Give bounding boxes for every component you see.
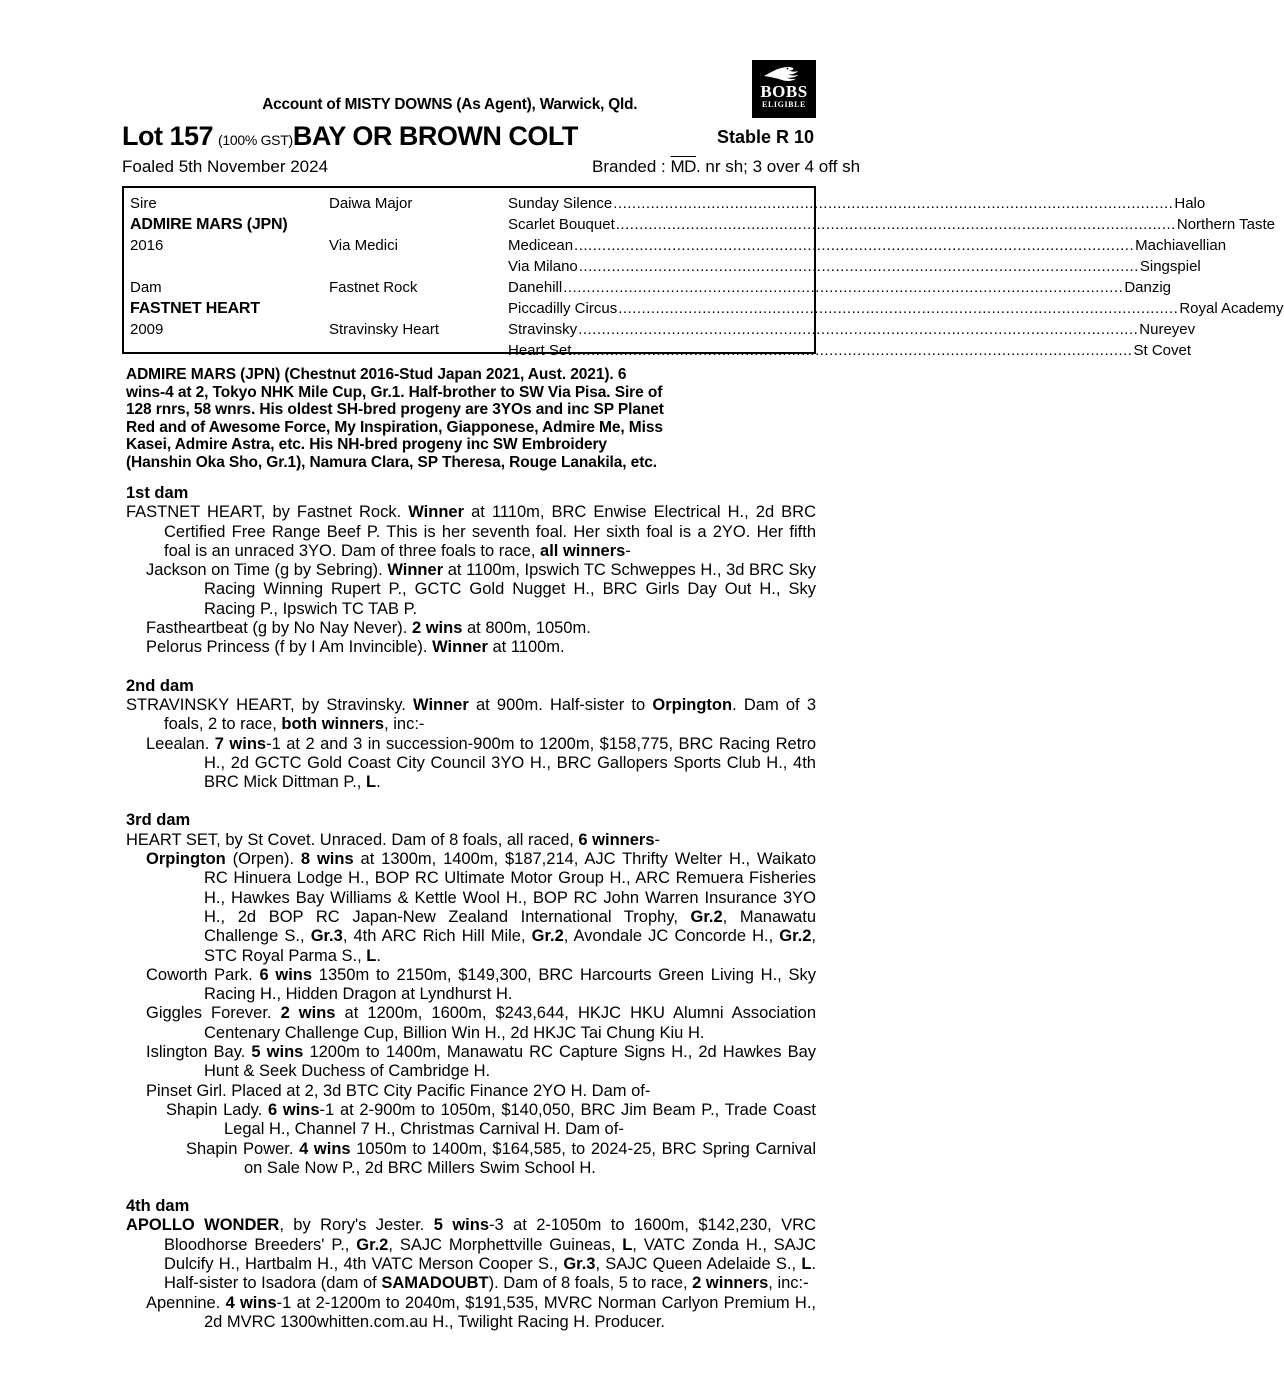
leader-dots: ........................................................................................................................ — [613, 195, 1174, 212]
section-spacer — [126, 792, 816, 811]
pedigree-third-gen-row — [508, 256, 1201, 277]
pedigree-third-gen-row — [508, 319, 1196, 340]
sire-summary-line: wins-4 at 2, Tokyo NHK Mile Cup, Gr.1. Half-brother to SW Via Pisa. Sire of — [126, 383, 663, 401]
third-gen-dam: Singspiel — [1139, 258, 1201, 275]
third-gen-dam: Royal Academy — [1179, 300, 1284, 317]
dam-section-heading: 2nd dam — [126, 676, 194, 695]
pedigree-entry: Giggles Forever. 2 wins at 1200m, 1600m, $243,644, HKJC HKU Alumni Association Centenary Challenge Cup, Billion Win H., 2d HKJC Tai Chung Kiu H. — [146, 1004, 816, 1042]
sire-name: ADMIRE MARS (JPN) — [130, 216, 288, 233]
dam-section-heading: 3rd dam — [126, 811, 191, 830]
third-gen-sire: Scarlet Bouquet — [508, 216, 615, 233]
section-spacer — [126, 658, 816, 677]
horse-head-icon — [762, 63, 806, 83]
third-gen-sire: Danehill — [508, 279, 563, 296]
leader-dots: ........................................................................................................................ — [572, 342, 1133, 359]
sire-sire: Daiwa Major — [329, 195, 413, 212]
branded-prefix: Branded : — [592, 157, 671, 176]
pedigree-entry: STRAVINSKY HEART, by Stravinsky. Winner at 900m. Half-sister to Orpington. Dam of 3 foals, 2 to race, both winners, inc:- — [126, 695, 817, 734]
third-gen-sire: Heart Set — [508, 342, 572, 359]
leader-dots: ........................................................................................................................ — [618, 300, 1179, 317]
third-gen-dam: Nureyev — [1139, 321, 1196, 338]
foaled-date: Foaled 5th November 2024 — [122, 157, 329, 176]
sire-summary-line: Kasei, Admire Astra, etc. His NH-bred progeny inc SW Embroidery — [126, 436, 607, 453]
pedigree-entry: Islington Bay. 5 wins 1200m to 1400m, Manawatu RC Capture Signs H., 2d Hawkes Bay Hunt & Seek Duchess of Cambridge H. — [146, 1043, 816, 1081]
pedigree-entry: Coworth Park. 6 wins 1350m to 2150m, $149,300, BRC Harcourts Green Living H., Sky Racing H., Hidden Dragon at Lyndhurst H. — [146, 965, 816, 1004]
pedigree-entry: APOLLO WONDER, by Rory's Jester. 5 wins-3 at 2-1050m to 1600m, $142,230, VRC Bloodhorse Breeders' P., Gr.2, SAJC Morphettville Guineas, L, VATC Zonda H., SAJC Dulcify H., Hartbalm H., 4th VATC Merson Cooper S., Gr.3, SAJC Queen Adelaide S., L. Half-sister to Isadora (dam of SAMADOUBT). Dam of 8 foals, 5 to race, 2 winners, inc:- — [126, 1216, 816, 1293]
pedigree-column-3 — [508, 193, 1284, 361]
pedigree-col2-gap-3 — [329, 298, 509, 319]
horse-description: BAY OR BROWN COLT — [292, 121, 578, 151]
third-gen-sire: Piccadilly Circus — [508, 300, 618, 317]
pedigree-column-1 — [130, 193, 330, 340]
gst-note: (100% GST) — [218, 132, 293, 148]
pedigree-entry: Shapin Lady. 6 wins-1 at 2-900m to 1050m, $140,050, BRC Jim Beam P., Trade Coast Legal H., Channel 7 H., Christmas Carnival H. Dam of- — [166, 1100, 817, 1139]
third-gen-dam: Danzig — [1124, 279, 1172, 296]
sire-summary-line: ADMIRE MARS (JPN) (Chestnut 2016-Stud Japan 2021, Aust. 2021). 6 — [126, 366, 627, 383]
page-header — [122, 60, 861, 177]
pedigree-entry: FASTNET HEART, by Fastnet Rock. Winner at 1110m, BRC Enwise Electrical H., 2d BRC Certified Free Range Beef P. This is her seventh foal. Her sixth foal is a 2YO. Her fifth foal is an unraced 3YO. Dam of three foals to race, all winners- — [126, 503, 817, 560]
bobs-eligible-label: ELIGIBLE — [762, 100, 806, 109]
sire-dam: Via Medici — [329, 237, 398, 254]
pedigree-entry: Apennine. 4 wins-1 at 2-1200m to 2040m, $191,535, MVRC Norman Carlyon Premium H., 2d MVRC 1300whitten.com.au H., Twilight Racing H. Producer. — [146, 1293, 817, 1331]
pedigree-third-gen-row — [508, 298, 1284, 319]
pedigree-entry: Shapin Power. 4 wins 1050m to 1400m, $164,585, to 2024-25, BRC Spring Carnival on Sale Now P., 2d BRC Millers Swim School H. — [186, 1139, 816, 1177]
leader-dots: ........................................................................................................................ — [578, 321, 1139, 338]
branded-info — [592, 157, 860, 177]
third-gen-dam: Machiavellian — [1135, 237, 1227, 254]
pedigree-entry: Pelorus Princess (f by I Am Invincible). Winner at 1100m. — [146, 638, 565, 657]
dam-section-heading: 4th dam — [126, 1197, 190, 1216]
pedigree-third-gen-row — [508, 340, 1192, 361]
third-gen-sire: Sunday Silence — [508, 195, 613, 212]
sire-summary-line: Red and of Awesome Force, My Inspiration, Giapponese, Admire Me, Miss — [126, 418, 663, 436]
dam-section-heading: 1st dam — [126, 484, 189, 502]
third-gen-sire: Via Milano — [508, 258, 578, 275]
pedigree-column-2 — [329, 193, 509, 340]
pedigree-third-gen-row — [508, 214, 1275, 235]
pedigree-third-gen-row — [508, 235, 1227, 256]
lot-row — [122, 121, 816, 152]
sire-summary-line: (Hanshin Oka Sho, Gr.1), Namura Clara, SP Theresa, Rouge Lanakila, etc. — [126, 453, 657, 471]
stable-label: Stable R 10 — [716, 127, 814, 147]
leader-dots: ........................................................................................................................ — [615, 216, 1176, 233]
dam-year: 2009 — [130, 321, 164, 338]
branded-suffix: . nr sh; 3 over 4 off sh — [695, 157, 861, 176]
pedigree-col1-gap — [130, 256, 330, 277]
pedigree-third-gen-row — [508, 277, 1172, 298]
pedigree-entry: Fastheartbeat (g by No Nay Never). 2 wins at 800m, 1050m. — [146, 619, 591, 638]
pedigree-third-gen-row — [508, 193, 1206, 214]
pedigree-body-text — [126, 484, 816, 1332]
leader-dots: ........................................................................................................................ — [578, 258, 1139, 275]
brand-symbol: $\overline{MD}$ — [670, 157, 696, 176]
dam-sire: Fastnet Rock — [329, 279, 418, 296]
bobs-wordmark: BOBS — [760, 82, 808, 101]
sire-year: 2016 — [130, 237, 164, 254]
leader-dots: ........................................................................................................................ — [563, 279, 1124, 296]
pedigree-entry: Leealan. 7 wins-1 at 2 and 3 in succession-900m to 1200m, $158,775, BRC Racing Retro H., 2d GCTC Gold Coast City Council 3YO H., BRC Gallopers Sports Club H., 4th BRC Mick Dittman P., L. — [146, 734, 816, 792]
foaled-branded-row — [122, 157, 861, 177]
sire-summary-paragraph — [126, 366, 814, 471]
dam-dam: Stravinsky Heart — [329, 321, 440, 338]
pedigree-table — [122, 186, 1284, 359]
leader-dots: ........................................................................................................................ — [574, 237, 1135, 254]
third-gen-sire: Medicean — [508, 237, 574, 254]
pedigree-col2-gap-2 — [329, 256, 509, 277]
lot-number: Lot 157 — [122, 121, 214, 151]
third-gen-dam: Northern Taste — [1176, 216, 1275, 233]
pedigree-col2-gap-1 — [329, 214, 509, 235]
third-gen-dam: St Covet — [1133, 342, 1192, 359]
third-gen-dam: Halo — [1174, 195, 1206, 212]
dam-label: Dam — [130, 279, 162, 296]
pedigree-entry: HEART SET, by St Covet. Unraced. Dam of 8 foals, all raced, 6 winners- — [126, 830, 661, 849]
dam-name: FASTNET HEART — [130, 300, 260, 317]
account-line: Account of MISTY DOWNS (As Agent), Warwick, Qld. — [262, 96, 638, 113]
third-gen-sire: Stravinsky — [508, 321, 578, 338]
sire-label: Sire — [130, 195, 157, 212]
section-spacer — [126, 1178, 816, 1197]
pedigree-entry: Jackson on Time (g by Sebring). Winner at 1100m, Ipswich TC Schweppes H., 3d BRC Sky Racing Winning Rupert P., GCTC Gold Nugget H., BRC Girls Day Out H., Sky Racing P., Ipswich TC TAB P. — [146, 561, 816, 618]
sire-summary-line: 128 rnrs, 58 wnrs. His oldest SH-bred progeny are 3YOs and inc SP Planet — [126, 401, 664, 418]
pedigree-entry: Orpington (Orpen). 8 wins at 1300m, 1400m, $187,214, AJC Thrifty Welter H., Waikato RC Hinuera Lodge H., BOP RC Ultimate Motor Group H., ARC Remuera Fisheries H., Hawkes Bay Williams & Kettle Wool H., BOP RC John Warren Insurance 3YO H., 2d BOP RC Japan-New Zealand International Trophy, Gr.2, Manawatu Challenge S., Gr.3, 4th ARC Rich Hill Mile, Gr.2, Avondale JC Concorde H., Gr.2, STC Royal Parma S., L. — [146, 850, 816, 965]
pedigree-entry: Pinset Girl. Placed at 2, 3d BTC City Pacific Finance 2YO H. Dam of- — [146, 1081, 651, 1100]
